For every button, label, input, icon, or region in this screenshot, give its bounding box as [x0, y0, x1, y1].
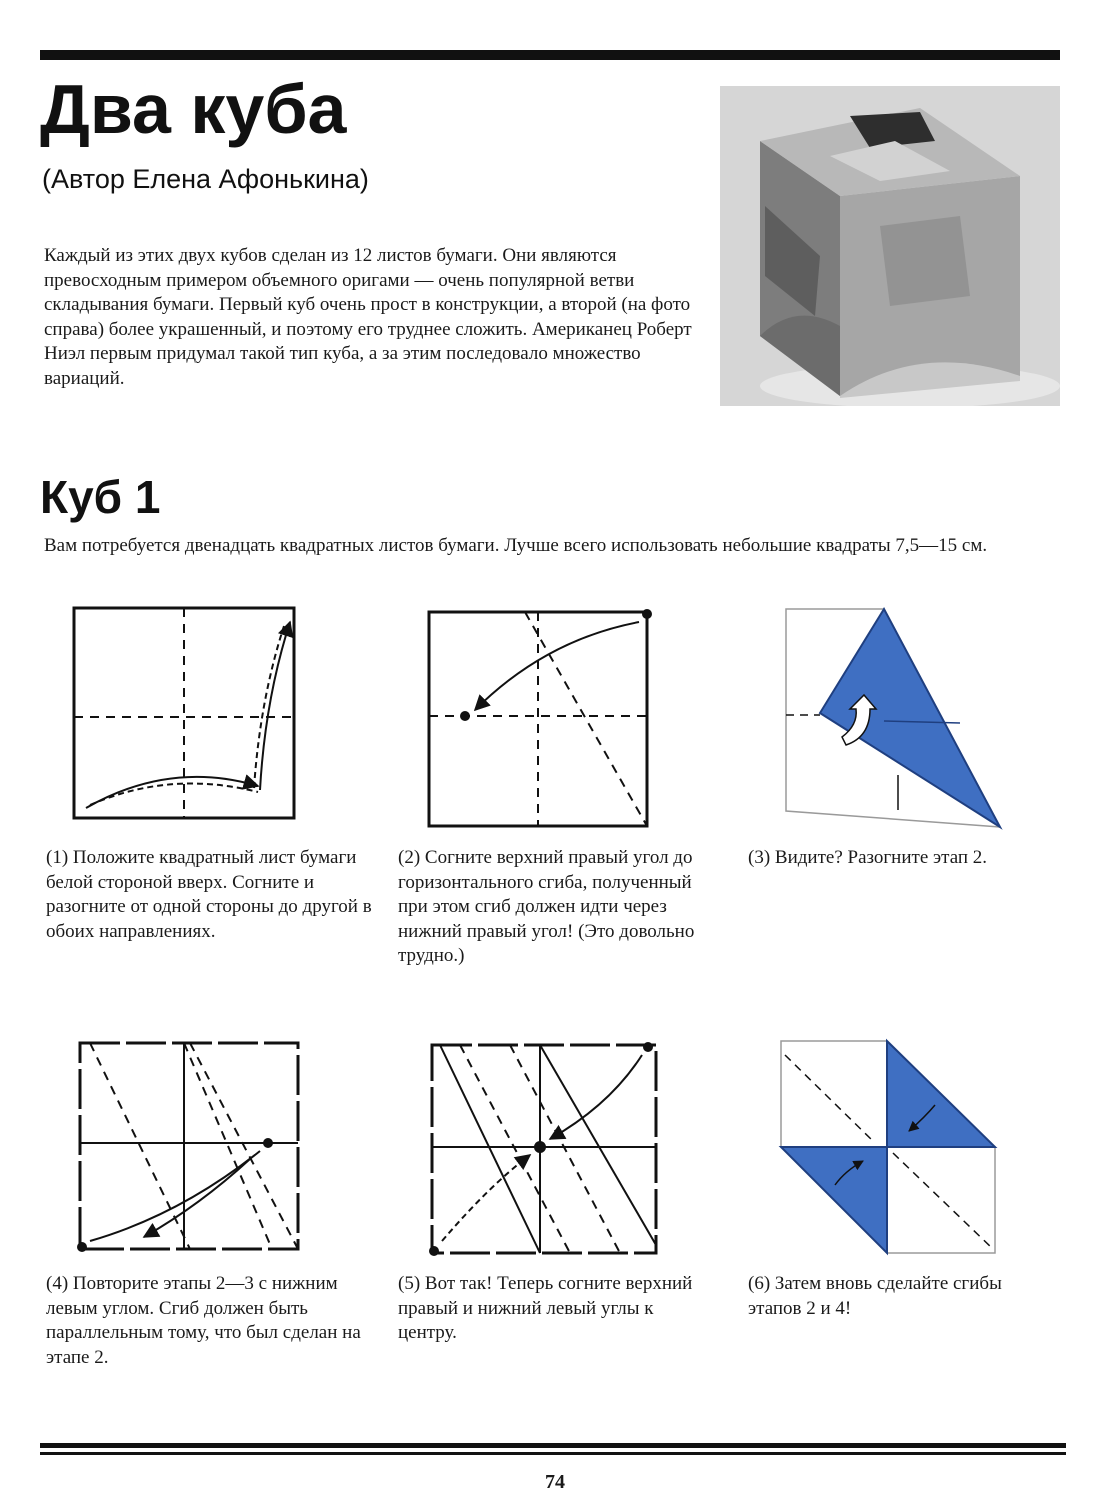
bottom-rule: [40, 1443, 1066, 1448]
requirements-text: Вам потребуется двенадцать квадратных листов бумаги. Лучше всего использовать небольшие квадраты 7,5—15 см.: [44, 535, 988, 556]
bottom-rule-thin: [40, 1452, 1066, 1455]
cube-photo: [720, 86, 1060, 406]
step-2-diagram: [415, 600, 665, 830]
step-4-diagram: [60, 1035, 310, 1260]
page-number: 74: [545, 1471, 565, 1493]
page-title: Два куба: [40, 70, 347, 148]
step-3-diagram: [780, 605, 1010, 835]
section-title: Куб 1: [40, 471, 161, 523]
step-2-caption: (2) Согните верхний правый угол до горизонтального сгиба, полученный при этом сгиб должен идти через нижний правый угол! (Это довольно трудно.): [398, 847, 695, 966]
step-1-diagram: [60, 600, 310, 825]
step-6-diagram: [775, 1035, 1010, 1260]
intro-paragraph: Каждый из этих двух кубов сделан из 12 листов бумаги. Они являются превосходным примером объемного оригами — очень популярной ветви складывания бумаги. Первый куб очень прост в конструкции, а второй (на фото справа) более украшенный, и поэтому его труднее сложить. Американец Роберт Ниэл первым придумал такой тип куба, а за этим последовало множество вариаций.: [44, 245, 692, 389]
step-3-caption: (3) Видите? Разогните этап 2.: [748, 847, 988, 868]
step-5-caption: (5) Вот так! Теперь согните верхний правый и нижний левый углы к центру.: [398, 1273, 693, 1343]
author-line: (Автор Елена Афонькина): [42, 164, 369, 194]
step-1-caption: (1) Положите квадратный лист бумаги белой стороной вверх. Согните и разогните от одной стороны до другой в обоих направлениях.: [46, 847, 372, 942]
step-6-caption: (6) Затем вновь сделайте сгибы этапов 2 и 4!: [748, 1273, 1002, 1319]
step-5-diagram: [420, 1035, 670, 1265]
step-4-caption: (4) Повторите этапы 2—3 с нижним левым углом. Сгиб должен быть параллельным тому, что был сделан на этапе 2.: [46, 1273, 361, 1368]
top-rule: [40, 50, 1060, 60]
